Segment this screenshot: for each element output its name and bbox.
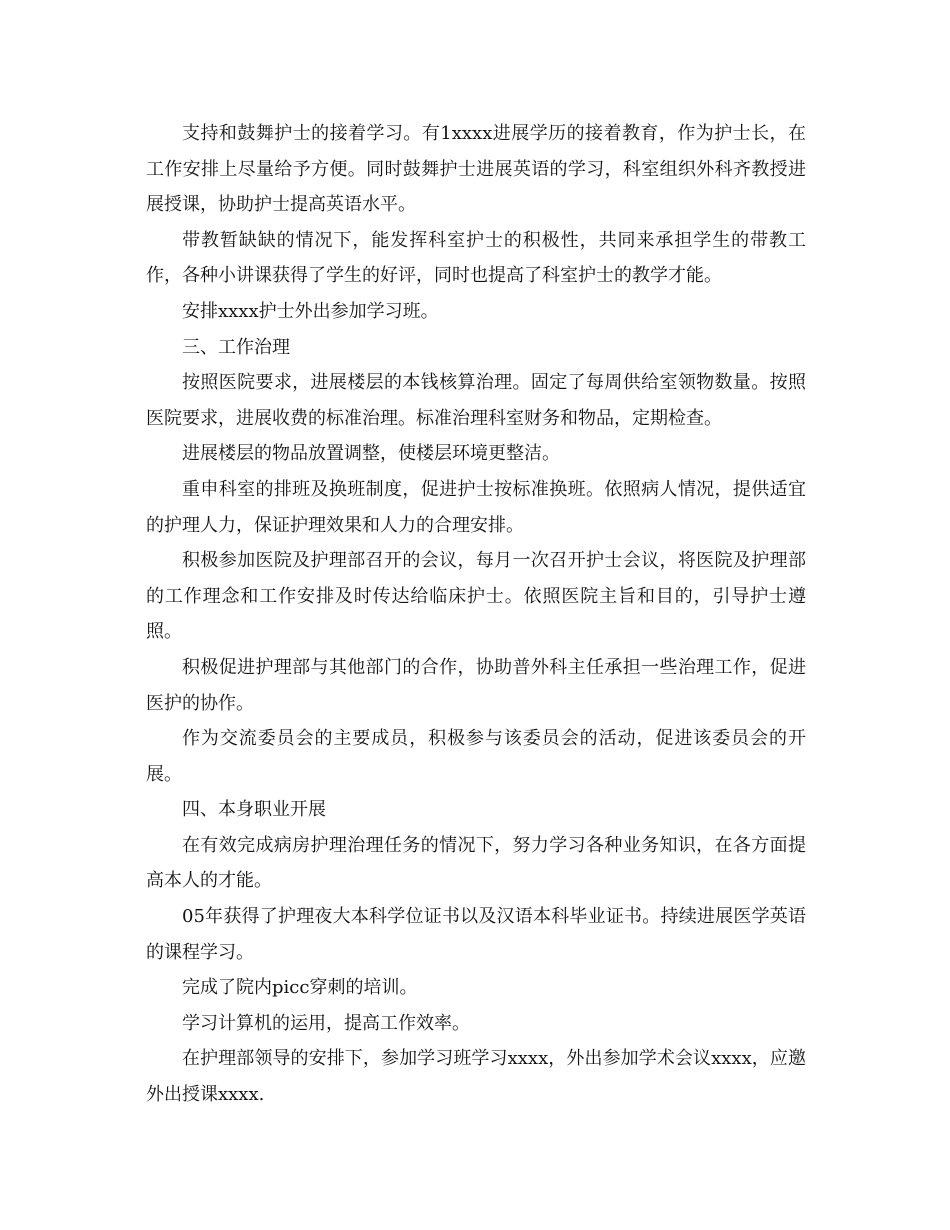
paragraph-10: 作为交流委员会的主要成员，积极参与该委员会的活动，促进该委员会的开展。 xyxy=(146,728,806,785)
paragraph-14: 完成了院内picc穿刺的培训。 xyxy=(182,977,418,999)
paragraph-1: 支持和鼓舞护士的接着学习。有1xxxx进展学历的接着教育，作为护士长，在工作安排上尽量给予方便。同时鼓舞护士进展英语的学习，科室组织外科齐教授进展授课，协助护士提高英语水平。 xyxy=(146,123,806,216)
section-heading-work-management: 三、工作治理 xyxy=(182,336,290,358)
paragraph-7: 重申科室的排班及换班制度，促进护士按标准换班。依照病人情况，提供适宜的护理人力，保证护理效果和人力的合理安排。 xyxy=(146,478,806,536)
paragraph-8: 积极参加医院及护理部召开的会议，每月一次召开护士会议，将医院及护理部的工作理念和工作安排及时传达给临床护士。依照医院主旨和目的，引导护士遵照。 xyxy=(146,550,806,643)
section-heading-career-development: 四、本身职业开展 xyxy=(182,799,326,821)
paragraph-9: 积极促进护理部与其他部门的合作，协助普外科主任承担一些治理工作，促进医护的协作。 xyxy=(146,656,806,714)
paragraph-2: 带教暂缺缺的情况下，能发挥科室护士的积极性，共同来承担学生的带教工作，各种小讲课获得了学生的好评，同时也提高了科室护士的教学才能。 xyxy=(146,229,806,287)
paragraph-3: 安排xxxx护士外出参加学习班。 xyxy=(182,300,439,322)
paragraph-12: 在有效完成病房护理治理任务的情况下，努力学习各种业务知识，在各方面提高本人的才能。 xyxy=(146,834,806,892)
paragraph-13: 05年获得了护理夜大本科学位证书以及汉语本科毕业证书。持续进展医学英语的课程学习。 xyxy=(146,906,806,963)
paragraph-15: 学习计算机的运用，提高工作效率。 xyxy=(182,1012,470,1034)
paragraph-5: 按照医院要求，进展楼层的本钱核算治理。固定了每周供给室领物数量。按照医院要求，进展收费的标准治理。标准治理科室财务和物品，定期检查。 xyxy=(146,372,806,429)
paragraph-6: 进展楼层的物品放置调整，使楼层环境更整洁。 xyxy=(182,443,560,465)
document-body xyxy=(146,116,806,1113)
paragraph-16: 在护理部领导的安排下，参加学习班学习xxxx，外出参加学术会议xxxx，应邀外出授课xxxx. xyxy=(146,1048,806,1106)
